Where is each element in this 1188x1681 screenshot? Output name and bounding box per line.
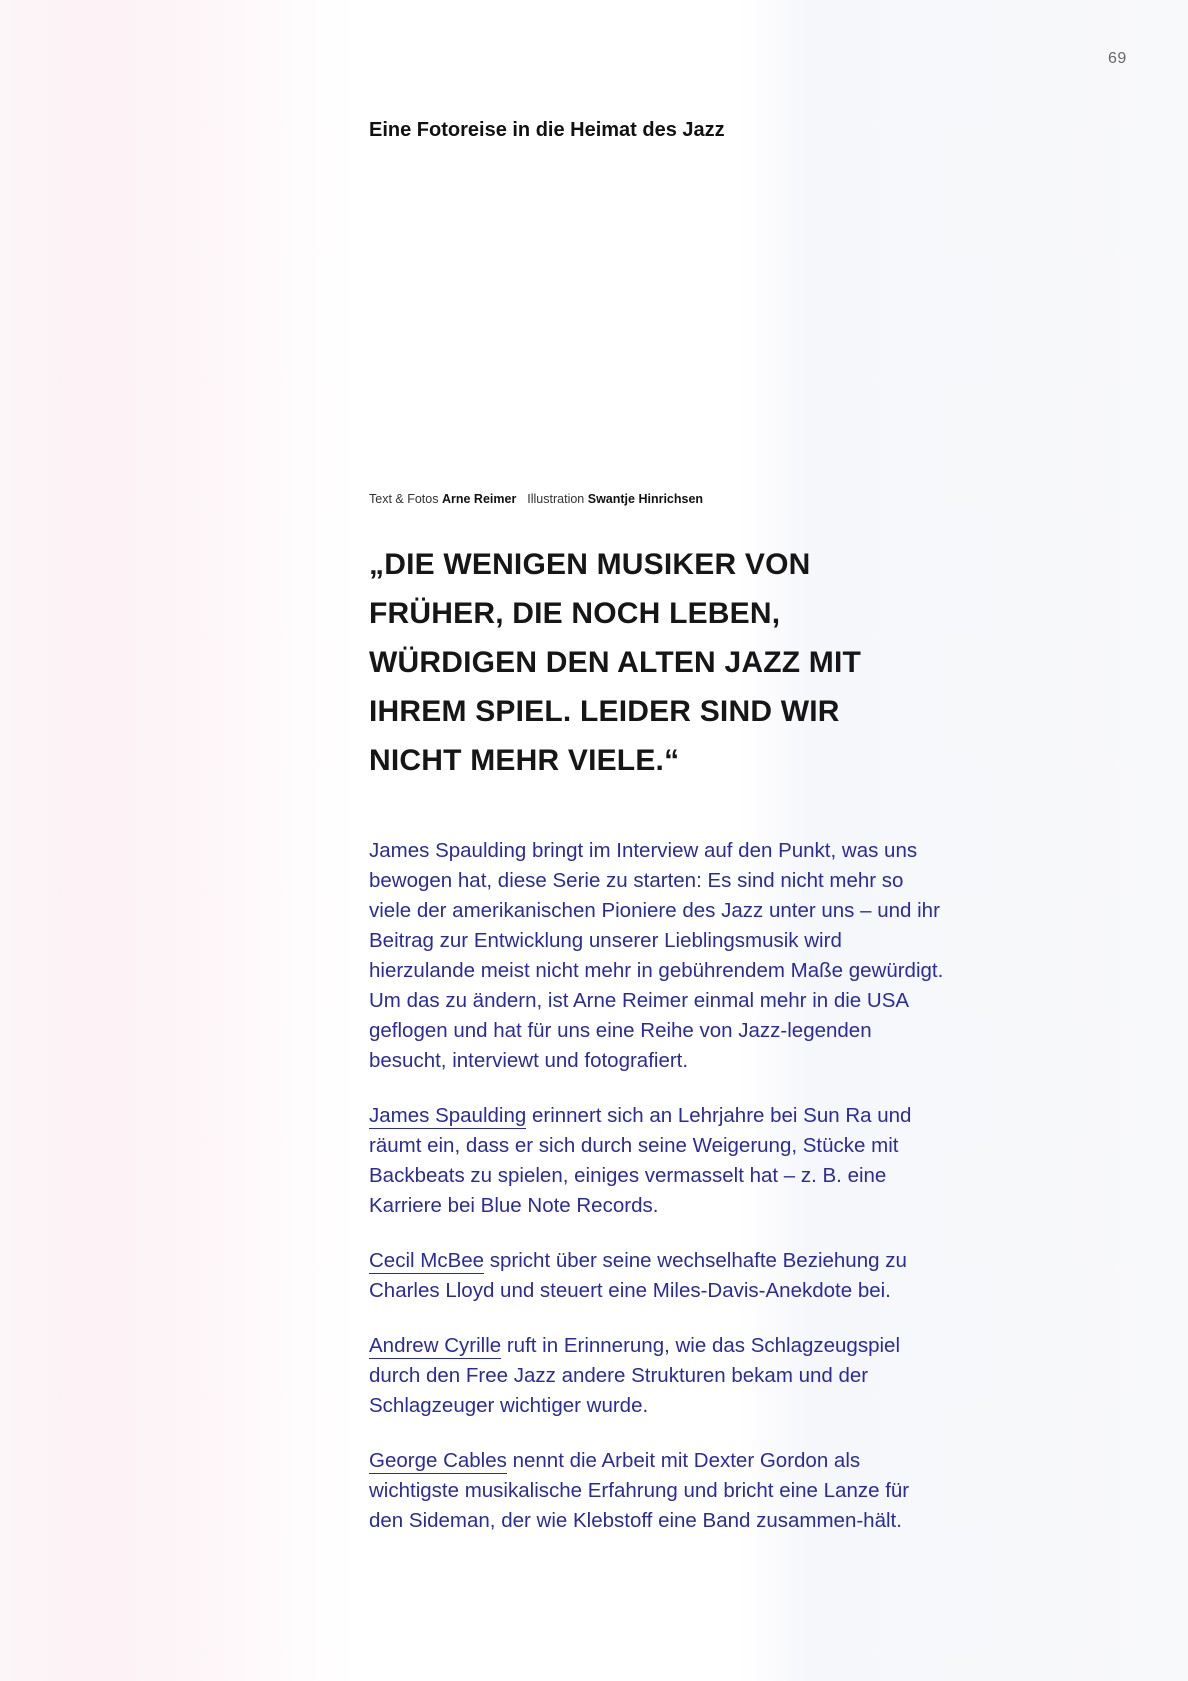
article-credits (369, 492, 703, 506)
headline-line: WÜRDIGEN DEN ALTEN JAZZ MIT (369, 646, 862, 679)
musician-description: erinnert sich an Lehrjahre bei Sun Ra und räumt ein, dass er sich durch seine Weigerung, Stücke mit Backbeats zu spielen, einiges vermasselt hat – z. B. eine Karriere bei Blue Note Records. (369, 1104, 912, 1217)
musician-paragraph (369, 1331, 944, 1421)
musician-name: George Cables (369, 1449, 507, 1472)
musician-paragraph (369, 1101, 944, 1221)
credits-text-label: Text & Fotos (369, 492, 439, 506)
musician-description: nennt die Arbeit mit Dexter Gordon als wichtigste musikalische Erfahrung und bricht eine Lanze für den Sideman, der wie Klebstoff eine Band zusammen-hält. (369, 1449, 910, 1532)
headline-quote (369, 540, 929, 785)
headline-line: FRÜHER, DIE NOCH LEBEN, (369, 597, 781, 630)
article-body (369, 836, 944, 1561)
musician-name: Cecil McBee (369, 1249, 485, 1272)
headline-line: NICHT MEHR VIELE.“ (369, 744, 680, 777)
page-number: 69 (1108, 50, 1127, 67)
credits-illustrator: Swantje Hinrichsen (587, 492, 704, 506)
headline-line: „DIE WENIGEN MUSIKER VON (369, 548, 811, 581)
intro-paragraph: James Spaulding bringt im Interview auf den Punkt, was uns bewogen hat, diese Serie zu starten: Es sind nicht mehr so viele der amerikanischen Pioniere des Jazz unter uns – und ihr Beitrag zur Entwicklung unserer Lieblingsmusik wird hierzulande meist nicht mehr in gebührendem Maße gewürdigt. Um das zu ändern, ist Arne Reimer einmal mehr in die USA geflogen und hat für uns eine Reihe von Jazz-legenden besucht, interviewt und fotografiert. (369, 839, 944, 1072)
musician-name: James Spaulding (369, 1104, 527, 1127)
credits-illustration-label: Illustration (527, 492, 585, 506)
musician-paragraph (369, 1246, 944, 1306)
article-kicker: Eine Fotoreise in die Heimat des Jazz (369, 119, 725, 141)
headline-line: IHREM SPIEL. LEIDER SIND WIR (369, 695, 840, 728)
credits-author: Arne Reimer (441, 492, 517, 506)
musician-description: spricht über seine wechselhafte Beziehung zu Charles Lloyd und steuert eine Miles-Davis-Anekdote bei. (369, 1249, 907, 1302)
musician-name: Andrew Cyrille (369, 1334, 502, 1357)
musician-paragraph (369, 1446, 944, 1536)
musician-description: ruft in Erinnerung, wie das Schlagzeugspiel durch den Free Jazz andere Strukturen bekam und der Schlagzeuger wichtiger wurde. (369, 1334, 900, 1417)
